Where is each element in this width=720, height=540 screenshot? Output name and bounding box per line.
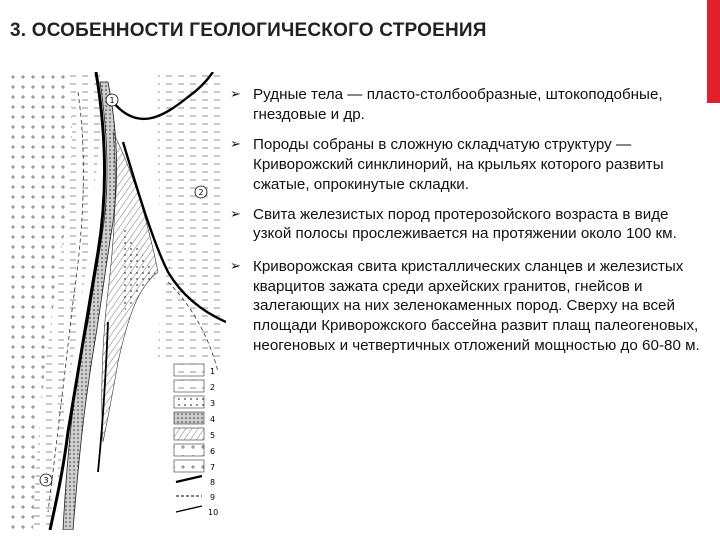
- svg-text:3: 3: [43, 476, 49, 485]
- bullet-item: [226, 85, 710, 124]
- svg-text:2: 2: [198, 188, 204, 197]
- bullet-text: Свита железистых пород протерозойского возраста в виде узкой полосы прослеживается на протяжении около 100 км.: [253, 205, 677, 243]
- granite-field-east: [158, 72, 226, 262]
- arrow-bullet-icon: ➢: [230, 206, 241, 222]
- svg-text:6: 6: [210, 447, 216, 456]
- arrow-bullet-icon: ➢: [230, 258, 241, 274]
- arrow-bullet-icon: ➢: [230, 137, 241, 153]
- svg-text:3: 3: [210, 399, 216, 408]
- svg-text:9: 9: [210, 493, 216, 502]
- svg-text:5: 5: [210, 431, 216, 440]
- callout-1: [106, 94, 118, 106]
- callout-3: [40, 474, 52, 486]
- geologic-map: [8, 72, 226, 530]
- bullet-text: Рудные тела — пласто-столбообразные, штокоподобные, гнездовые и др.: [253, 86, 663, 123]
- svg-text:10: 10: [208, 508, 219, 517]
- bullet-item: [226, 257, 710, 356]
- svg-text:2: 2: [210, 383, 216, 392]
- svg-text:4: 4: [210, 415, 216, 424]
- bullet-item: [226, 135, 710, 194]
- svg-text:1: 1: [210, 367, 216, 376]
- arrow-bullet-icon: ➢: [230, 87, 241, 102]
- slide-title: 3. ОСОБЕННОСТИ ГЕОЛОГИЧЕСКОГО СТРОЕНИЯ: [10, 20, 487, 41]
- bullet-list: [226, 85, 710, 366]
- svg-text:8: 8: [210, 478, 216, 487]
- svg-text:7: 7: [210, 463, 216, 472]
- callout-2: [195, 186, 207, 198]
- svg-text:1: 1: [109, 96, 115, 105]
- bullet-text: Породы собраны в сложную складчатую структуру — Криворожский синклинорий, на крыльях которого развиты сжатые, опрокинутые складки.: [253, 136, 664, 193]
- bullet-item: [226, 205, 710, 244]
- bullet-text: Криворожская свита кристаллических сланцев и железистых кварцитов зажата среди архейских гранитов, гнейсов и залегающих на них зеленокаменных пород. Сверху на всей площади Криворожского бассейна развит плащ палеогеновых, неогеновых и четвертичных отложений мощностью до 60-80 м.: [253, 257, 700, 354]
